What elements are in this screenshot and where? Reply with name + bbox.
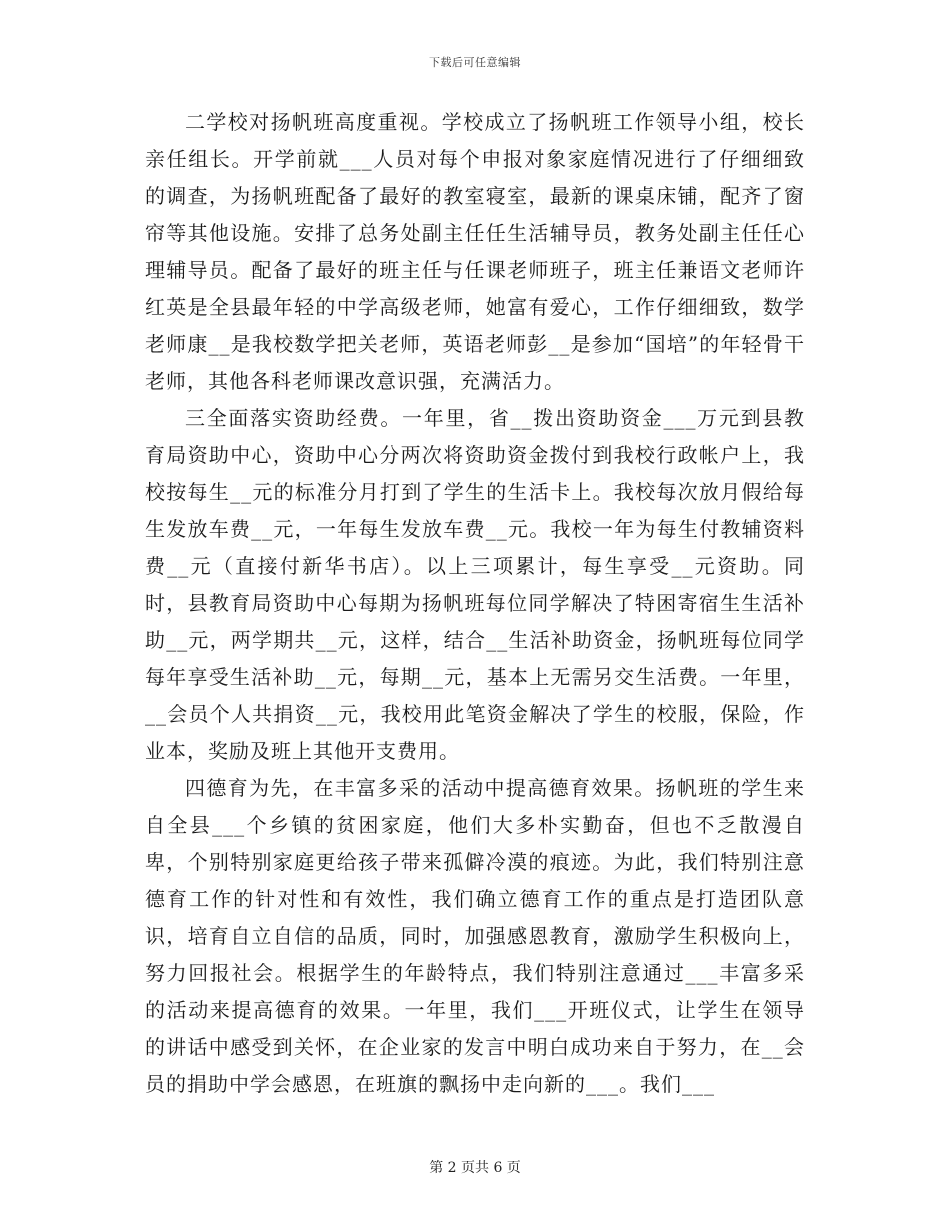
paragraph-4: 四德育为先，在丰富多采的活动中提高德育效果。扬帆班的学生来自全县___个乡镇的贫困家庭，他们大多朴实勤奋，但也不乏散漫自卑，个别特别家庭更给孩子带来孤僻冷漠的痕迹。为此，我们特别注意德育工作的针对性和有效性，我们确立德育工作的重点是打造团队意识，培育自立自信的品质，同时，加强感恩教育，激励学生积极向上，努力回报社会。根据学生的年龄特点，我们特别注意通过___丰富多采的活动来提高德育的效果。一年里，我们___开班仪式，让学生在领导的讲话中感受到关怀，在企业家的发言中明白成功来自于努力，在__会员的捐助中学会感恩，在班旗的飘扬中走向新的___。我们___ bbox=[145, 776, 805, 1096]
document-body bbox=[145, 104, 805, 1103]
page-header: 下载后可任意编辑 bbox=[429, 56, 521, 69]
paragraph-2: 二学校对扬帆班高度重视。学校成立了扬帆班工作领导小组，校长亲任组长。开学前就___人员对每个申报对象家庭情况进行了仔细细致的调查，为扬帆班配备了最好的教室寝室，最新的课桌床铺，配齐了窗帘等其他设施。安排了总务处副主任任生活辅导员，教务处副主任任心理辅导员。配备了最好的班主任与任课老师班子，班主任兼语文老师许红英是全县最年轻的中学高级老师，她富有爱心，工作仔细细致，数学老师康__是我校数学把关老师，英语老师彭__是参加“国培”的年轻骨干老师，其他各科老师课改意识强，充满活力。 bbox=[145, 110, 805, 393]
paragraph-3: 三全面落实资助经费。一年里，省__拨出资助资金___万元到县教育局资助中心，资助中心分两次将资助资金拨付到我校行政帐户上，我校按每生__元的标准分月打到了学生的生活卡上。我校每次放月假给每生发放车费__元，一年每生发放车费__元。我校一年为每生付教辅资料费__元（直接付新华书店）。以上三项累计，每生享受__元资助。同时，县教育局资助中心每期为扬帆班每位同学解决了特困寄宿生生活补助__元，两学期共__元，这样，结合__生活补助资金，扬帆班每位同学每年享受生活补助__元，每期__元，基本上无需另交生活费。一年里，__会员个人共捐资__元，我校用此笔资金解决了学生的校服，保险，作业本，奖励及班上其他开支费用。 bbox=[145, 406, 805, 763]
page-number-footer: 第 2 页共 6 页 bbox=[429, 1160, 521, 1176]
